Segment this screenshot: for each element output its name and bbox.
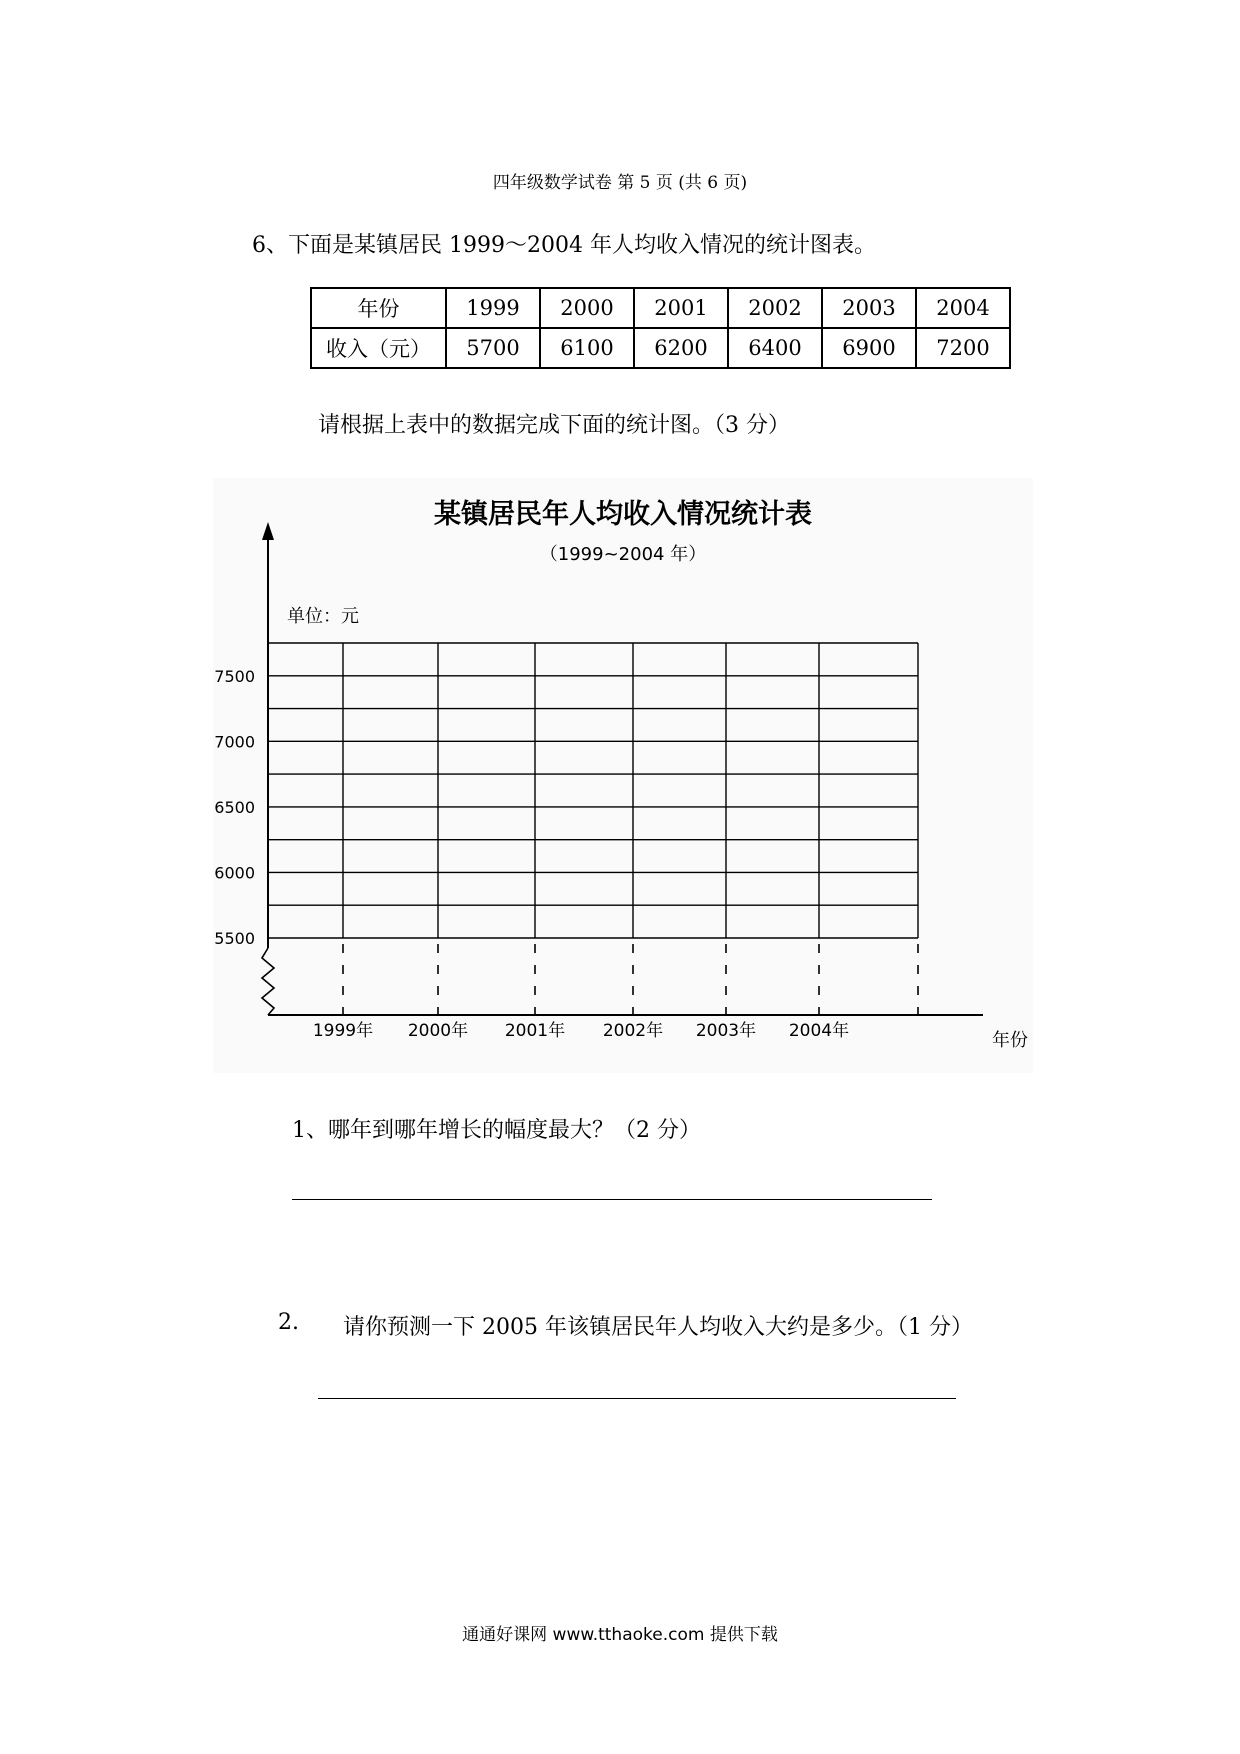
table-cell-income: 7200 <box>916 328 1010 368</box>
table-cell-year: 2003 <box>822 288 916 328</box>
answer-line-1[interactable] <box>292 1199 932 1200</box>
x-tick-label: 2003年 <box>695 1021 757 1041</box>
table-cell-income: 6400 <box>728 328 822 368</box>
x-tick-label: 2001年 <box>504 1021 566 1041</box>
table-cell-year: 2001 <box>634 288 728 328</box>
table-row-income <box>311 328 1010 368</box>
page-header: 四年级数学试卷 第 5 页 (共 6 页) <box>492 173 748 193</box>
table-cell-year: 2004 <box>916 288 1010 328</box>
row-label-year: 年份 <box>311 288 446 328</box>
y-tick-label: 7500 <box>214 666 255 686</box>
x-tick-label: 2002年 <box>602 1021 664 1041</box>
sub-question-2: 请你预测一下 2005 年该镇居民年人均收入大约是多少。（1 分） <box>343 1315 973 1340</box>
axis-break-icon <box>262 948 274 1015</box>
x-axis-label: 年份 <box>992 1030 1028 1051</box>
y-axis-unit-label: 单位：元 <box>287 606 359 627</box>
y-tick-label: 5500 <box>214 929 255 948</box>
y-tick-label: 7000 <box>214 732 255 752</box>
answer-line-2[interactable] <box>318 1398 956 1399</box>
chart-title: 某镇居民年人均收入情况统计表 <box>434 499 812 530</box>
y-tick-label: 6500 <box>214 797 255 817</box>
question-6-instruction: 请根据上表中的数据完成下面的统计图。（3 分） <box>318 413 790 438</box>
chart-svg <box>213 478 1033 1073</box>
page-footer: 通通好课网 www.tthaoke.com 提供下载 <box>462 1625 778 1645</box>
chart-subtitle: （1999~2004 年） <box>539 544 707 565</box>
income-data-table <box>310 287 1011 369</box>
question-6-intro: 6、下面是某镇居民 1999～2004 年人均收入情况的统计图表。 <box>252 233 876 258</box>
x-tick-label: 2000年 <box>407 1021 469 1041</box>
y-tick-label: 6000 <box>214 863 255 883</box>
table-row-years <box>311 288 1010 328</box>
sub-question-2-number: 2. <box>278 1310 299 1335</box>
table-cell-income: 6900 <box>822 328 916 368</box>
table-cell-income: 6100 <box>540 328 634 368</box>
table-cell-income: 6200 <box>634 328 728 368</box>
table-cell-year: 2002 <box>728 288 822 328</box>
table-cell-income: 5700 <box>446 328 540 368</box>
table-cell-year: 2000 <box>540 288 634 328</box>
x-tick-label: 2004年 <box>788 1021 850 1041</box>
table-cell-year: 1999 <box>446 288 540 328</box>
sub-question-1: 1、哪年到哪年增长的幅度最大？（2 分） <box>292 1118 701 1143</box>
x-tick-label: 1999年 <box>312 1021 374 1041</box>
row-label-income: 收入（元） <box>311 328 446 368</box>
chart-area <box>213 478 1033 1073</box>
